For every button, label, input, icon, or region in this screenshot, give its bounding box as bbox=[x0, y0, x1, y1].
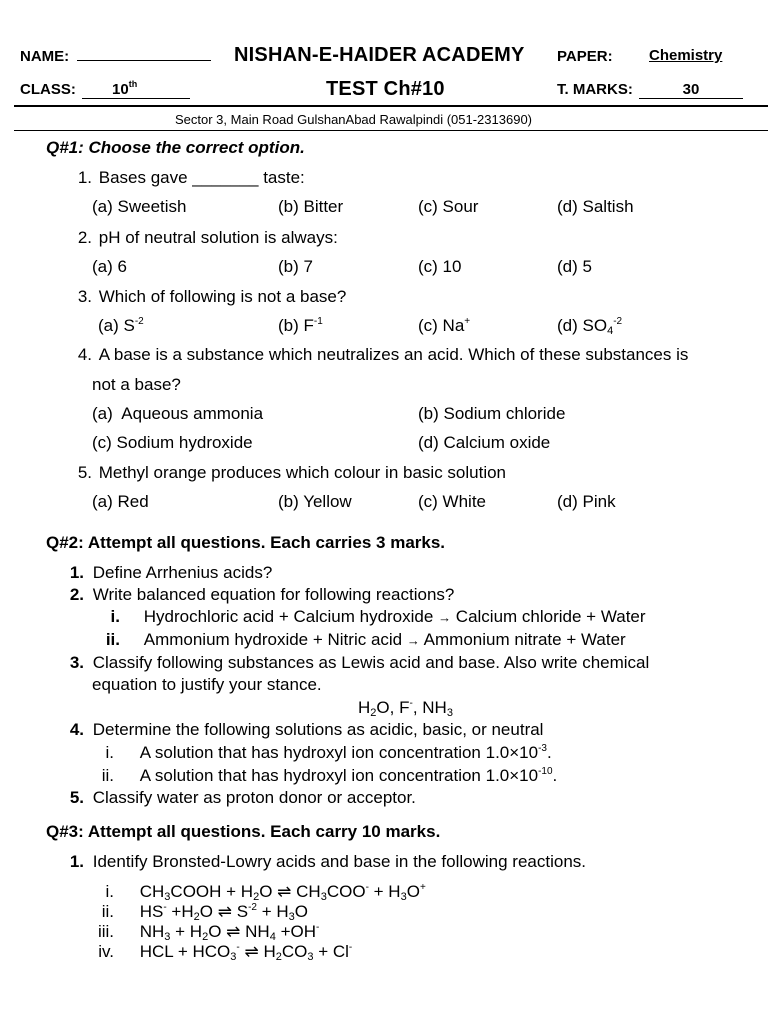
name-label: NAME: bbox=[20, 48, 211, 65]
q1-2-opt-c[interactable]: (c) 10 bbox=[418, 257, 462, 276]
q1-1-opt-a[interactable]: (a) Sweetish bbox=[92, 197, 187, 216]
q2-item-2-ii: ii. Ammonium hydroxide + Nitric acid → Ammonium nitrate + Water bbox=[105, 630, 626, 649]
equilibrium-icon: ⇌ bbox=[244, 942, 259, 961]
q3-eq-4: iv. HCL + $HCO_3^-$ ⇌ $H_2CO_3 + Cl^-$ bbox=[98, 942, 353, 963]
equilibrium-icon: ⇌ bbox=[226, 922, 241, 941]
q2-item-2: 2. Write balanced equation for following reactions? bbox=[69, 585, 455, 604]
q2-item-4-ii: ii. A solution that has hydroxyl ion concentration $1.0\times 10^{-10}$. bbox=[101, 766, 558, 785]
q2-item-3-formula: $H_2O$, F-, $NH_3$ bbox=[358, 698, 453, 719]
q3-eq-1: i. $CH_3COOH + H_2O$ ⇌ $CH_3COO^- + H_3O^+$ bbox=[105, 882, 426, 903]
q1-5-opt-c[interactable]: (c) White bbox=[418, 492, 486, 511]
q1-5-opt-d[interactable]: (d) Pink bbox=[557, 492, 616, 511]
q1-3-opt-b[interactable]: (b) $F^{-1}$ bbox=[278, 316, 323, 335]
arrow-right-icon: → bbox=[438, 610, 452, 625]
equilibrium-icon: ⇌ bbox=[217, 902, 232, 921]
q2-heading: Q#2: Attempt all questions. Each carries 3 marks. bbox=[46, 533, 446, 552]
marks-row: T. MARKS: 30 bbox=[557, 81, 743, 99]
q3-heading: Q#3: Attempt all questions. Each carry 10 marks. bbox=[46, 822, 441, 841]
q1-3-opt-c[interactable]: (c) Na+ bbox=[418, 316, 471, 335]
q2-item-2-i: i. Hydrochloric acid + Calcium hydroxide → Calcium chloride + Water bbox=[110, 607, 646, 626]
marks-value: 30 bbox=[639, 81, 743, 99]
address: Sector 3, Main Road GulshanAbad Rawalpindi (051-2313690) bbox=[175, 112, 532, 127]
q1-4-opt-c[interactable]: (c) Sodium hydroxide bbox=[92, 433, 253, 452]
q2-item-4: 4. Determine the following solutions as acidic, basic, or neutral bbox=[69, 720, 544, 739]
q1-3-opt-d[interactable]: (d) $SO_4^{-2}$ bbox=[557, 316, 623, 337]
q1-item-4: 4. A base is a substance which neutralizes an acid. Which of these substances is bbox=[77, 345, 689, 364]
q2-item-1: 1. Define Arrhenius acids? bbox=[69, 563, 273, 582]
q3-eq-3: iii. $NH_3 + H_2O$ ⇌ $NH_4 +OH^-$ bbox=[97, 922, 320, 943]
q1-5-opt-b[interactable]: (b) Yellow bbox=[278, 492, 352, 511]
q1-5-opt-a[interactable]: (a) Red bbox=[92, 492, 149, 511]
q3-item-1: 1. Identify Bronsted-Lowry acids and base in the following reactions. bbox=[69, 852, 587, 871]
q1-2-opt-d[interactable]: (d) 5 bbox=[557, 257, 592, 276]
q1-4-opt-a[interactable]: (a) Aqueous ammonia bbox=[92, 404, 264, 423]
q1-item-4-cont: not a base? bbox=[92, 375, 181, 394]
q1-2-opt-a[interactable]: (a) 6 bbox=[92, 257, 127, 276]
equilibrium-icon: ⇌ bbox=[277, 882, 292, 901]
q3-eq-2: ii. $HS^- +H_2O$ ⇌ $S^{-2} + H_3O$ bbox=[101, 902, 308, 923]
q1-item-3: 3. Which of following is not a base? bbox=[77, 287, 347, 306]
paper-label: PAPER: bbox=[557, 48, 613, 65]
class-value: 10th bbox=[82, 81, 190, 99]
q1-4-opt-b[interactable]: (b) Sodium chloride bbox=[418, 404, 566, 423]
q1-item-1: 1. Bases gave _______ taste: bbox=[77, 168, 305, 187]
q1-heading: Q#1: Choose the correct option. bbox=[46, 138, 305, 157]
arrow-right-icon: → bbox=[406, 633, 420, 648]
q2-item-5: 5. Classify water as proton donor or acceptor. bbox=[69, 788, 416, 807]
header-rule-thick bbox=[14, 105, 768, 107]
q2-item-3: 3. Classify following substances as Lewis acid and base. Also write chemical bbox=[69, 653, 650, 672]
q1-item-2: 2. pH of neutral solution is always: bbox=[77, 228, 338, 247]
test-title: TEST Ch#10 bbox=[326, 78, 445, 100]
q2-item-4-i: i. A solution that has hydroxyl ion concentration $1.0\times 10^{-3}$. bbox=[105, 743, 552, 762]
q1-1-opt-d[interactable]: (d) Saltish bbox=[557, 197, 634, 216]
q1-2-opt-b[interactable]: (b) 7 bbox=[278, 257, 313, 276]
q1-1-opt-c[interactable]: (c) Sour bbox=[418, 197, 479, 216]
q1-3-opt-a[interactable]: (a) $S^{-2}$ bbox=[98, 316, 144, 335]
paper-value: Chemistry bbox=[649, 47, 723, 64]
q1-1-opt-b[interactable]: (b) Bitter bbox=[278, 197, 344, 216]
q2-item-3-cont: equation to justify your stance. bbox=[92, 675, 322, 694]
q1-4-opt-d[interactable]: (d) Calcium oxide bbox=[418, 433, 551, 452]
q1-item-5: 5. Methyl orange produces which colour in basic solution bbox=[77, 463, 507, 482]
class-row: CLASS: 10th bbox=[20, 81, 190, 99]
academy-title: NISHAN-E-HAIDER ACADEMY bbox=[234, 44, 525, 66]
name-blank[interactable] bbox=[77, 60, 211, 61]
header-rule-thin bbox=[14, 130, 768, 131]
